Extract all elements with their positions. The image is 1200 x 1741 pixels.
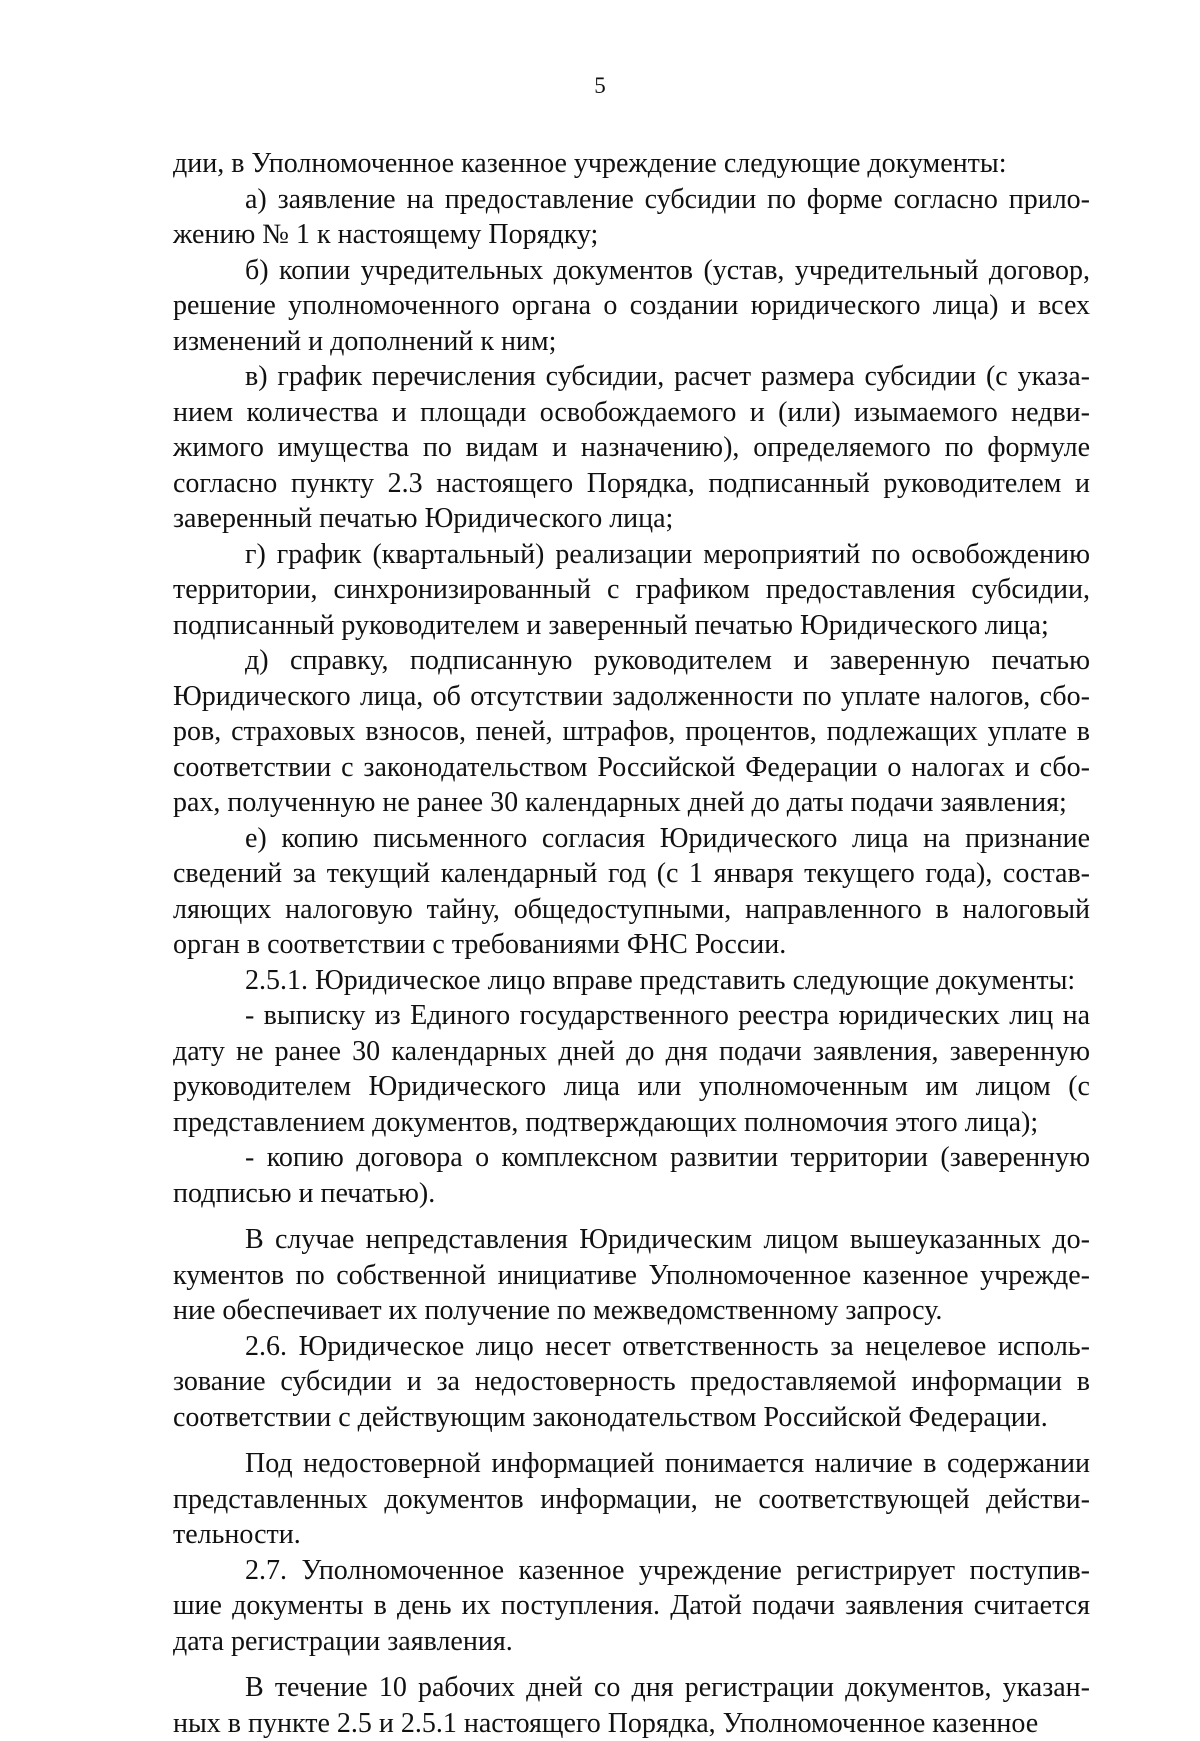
paragraph-continuation: дии, в Уполномоченное казенное учреждение следующие документы: bbox=[173, 148, 1007, 179]
paragraph-item-b: б) копии учредительных документов (устав, учредительный договор, решение уполномоченного органа о создании юридического лица) и всех изменений и дополнений к ним; bbox=[173, 254, 1090, 357]
page-number: 5 bbox=[594, 73, 606, 98]
document-body bbox=[173, 146, 1090, 1741]
paragraph-item-a: а) заявление на предоставление субсидии по форме согласно приложению № 1 к настоящему Порядку; bbox=[173, 183, 1090, 250]
paragraph-ten-days: В течение 10 рабочих дней со дня регистрации документов, указанных в пункте 2.5 и 2.5.1 настоящего Порядка, Уполномоченное казенное bbox=[173, 1672, 1090, 1739]
paragraph-false-information: Под недостоверной информацией понимается наличие в содержании представленных документов информации, не соответствующей действительности. bbox=[173, 1448, 1090, 1550]
paragraph-item-v: в) график перечисления субсидии, расчет размера субсидии (с указанием количества и площади освобождаемого и (или) изымаемого недвижимого имущества по видам и назначению), определяемого по формуле согласно пункту 2.3 настоящего Порядка, подписанный руководителем и заверенный печатью Юридического лица; bbox=[173, 361, 1090, 534]
paragraph-item-g: г) график (квартальный) реализации мероприятий по освобождению территории, синхронизированный с графиком предоставления субсидии, подписанный руководителем и заверенный печатью Юридического лица; bbox=[173, 538, 1090, 641]
paragraph-section-2-6: 2.6. Юридическое лицо несет ответственность за нецелевое использование субсидии и за недостоверность предоставляемой информации в соответствии с действующим законодательством Российской Федерации. bbox=[173, 1330, 1090, 1433]
paragraph-section-2-7: 2.7. Уполномоченное казенное учреждение регистрирует поступившие документы в день их поступления. Датой подачи заявления считается дата регистрации заявления. bbox=[173, 1554, 1090, 1657]
paragraph-item-d: д) справку, подписанную руководителем и заверенную печатью Юридического лица, об отсутствии задолженности по уплате налогов, сборов, страховых взносов, пеней, штрафов, процентов, подлежащих уплате в соответствии с законодательством Российской Федерации о налогах и сборах, полученную не ранее 30 календарных дней до даты подачи заявления; bbox=[173, 645, 1090, 818]
paragraph-contract-copy: - копию договора о комплексном развитии территории (заверенную подписью и печатью). bbox=[173, 1142, 1090, 1209]
paragraph-interagency-request: В случае непредставления Юридическим лицом вышеуказанных документов по собственной инициативе Уполномоченное казенное учреждение обеспечивает их получение по межведомственному запросу. bbox=[173, 1224, 1090, 1326]
paragraph-section-2-5-1: 2.5.1. Юридическое лицо вправе представить следующие документы: bbox=[245, 964, 1076, 996]
paragraph-item-e: е) копию письменного согласия Юридического лица на признание сведений за текущий календарный год (с 1 января текущего года), составляющих налоговую тайну, общедоступными, направленного в налоговый орган в соответствии с требованиями ФНС России. bbox=[173, 822, 1090, 960]
paragraph-egrul-extract: - выписку из Единого государственного реестра юридических лиц на дату не ранее 30 календарных дней до дня подачи заявления, заверенную руководителем Юридического лица или уполномоченным им лицом (с представлением документов, подтверждающих полномочия этого лица); bbox=[173, 1000, 1090, 1138]
